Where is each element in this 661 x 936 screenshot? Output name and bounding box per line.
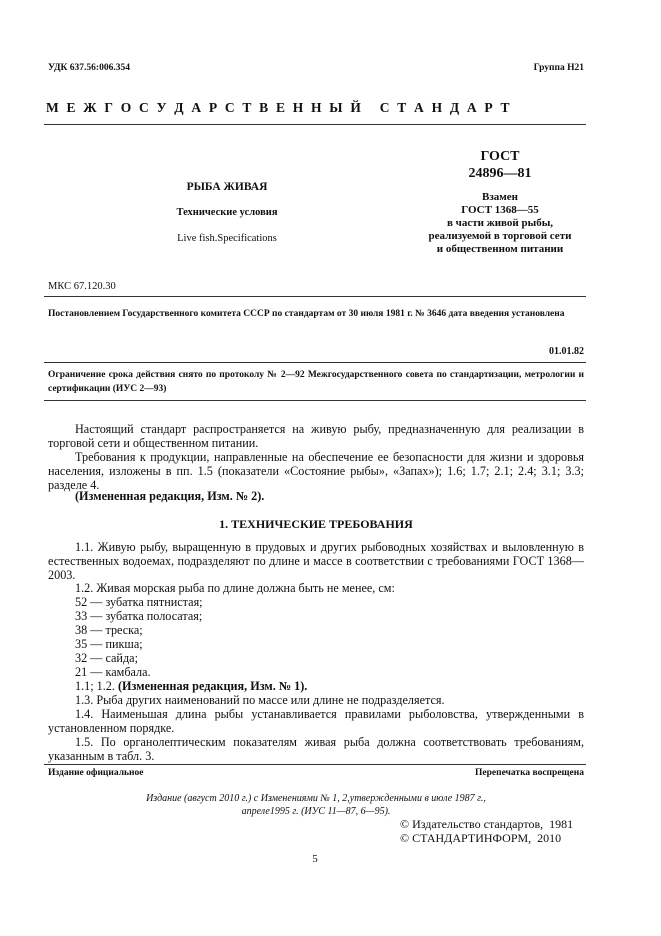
clause-1-1-1-2-revision [75, 680, 307, 694]
gost-label: ГОСТ [480, 149, 520, 164]
intro-paragraph-1: Настоящий стандарт распространяется на живую рыбу, предназначенную для реализации в торговой сети и общественном питании. [48, 422, 584, 450]
date-rule [44, 362, 586, 363]
list-item: 35 — пикша; [75, 637, 143, 651]
footer-rule [44, 764, 586, 765]
copyright-standartinform: © СТАНДАРТИНФОРМ, 2010 [400, 831, 562, 845]
mks-rule [44, 296, 586, 297]
revision-note: (Измененная редакция, Изм. № 1). [118, 679, 308, 693]
limitation-text: Ограничение срока действия снято по протоколу № 2—92 Межгосударственного совета по стандартизации, метрологии и сертификации (ИУС 2—93) [48, 370, 584, 394]
clause-1-4: 1.4. Наименьшая длина рыбы устанавливается правилами рыболовства, утвержденными в установленном порядке. [48, 707, 584, 735]
section-heading: 1. ТЕХНИЧЕСКИЕ ТРЕБОВАНИЯ [219, 517, 413, 531]
mks-code: МКС 67.120.30 [48, 281, 116, 292]
reprint-notice: Перепечатка воспрещена [474, 768, 584, 778]
clause-1-3: 1.3. Рыба других наименований по массе или длине не подразделяется. [75, 693, 445, 707]
decree-text: Постановлением Государственного комитета СССР по стандартам от 30 июля 1981 г. № 3646 дата введения установлена [48, 309, 565, 319]
limitation-rule [44, 400, 586, 401]
introduction-date: 01.01.82 [549, 346, 584, 357]
gost-number: 24896—81 [468, 166, 532, 181]
replaces-label: Взамен [482, 191, 518, 203]
revision-prefix: 1.1; 1.2. [75, 679, 118, 693]
replaces-line-1: в части живой рыбы, [446, 217, 554, 229]
intro-revision-note: (Измененная редакция, Изм. № 2). [75, 489, 265, 503]
udk-code: УДК 637.56:006.354 [48, 63, 130, 73]
list-item: 38 — треска; [75, 623, 143, 637]
page-number: 5 [312, 853, 318, 865]
edition-note-line-2: апреле1995 г. (ИУС 11—87, 6—95). [241, 806, 391, 817]
standard-banner: М Е Ж Г О С У Д А Р С Т В Е Н Н Ы Й С Т А Н Д А Р Т [46, 100, 512, 115]
clause-1-5: 1.5. По органолептическим показателям живая рыба должна соответствовать требованиям, указанным в табл. 3. [48, 735, 584, 763]
replaces-line-2: реализуемой в торговой сети [428, 230, 572, 242]
group-code: Группа Н21 [533, 63, 584, 73]
list-item: 33 — зубатка полосатая; [75, 609, 203, 623]
replaces-block [412, 191, 588, 256]
intro-paragraph-2: Требования к продукции, направленные на обеспечение ее безопасности для жизни и здоровья населения, изложены в пп. 1.5 (показатели «Состояние рыбы», «Запах»); 1.6; 1.7; 2.1; 2.4; 3.1; 3.3; разделе 4. [48, 450, 584, 492]
clause-1-1: 1.1. Живую рыбу, выращенную в прудовых и других рыбоводных хозяйствах и выловленную в естественных водоемах, подразделяют по длине и массе в соответствии с требованиями ГОСТ 1368—2003. [48, 540, 584, 582]
official-edition: Издание официальное [48, 768, 144, 778]
document-title: РЫБА ЖИВАЯ [186, 181, 268, 193]
document-subtitle: Технические условия [176, 207, 278, 218]
list-item: 32 — сайда; [75, 651, 138, 665]
list-item: 52 — зубатка пятнистая; [75, 595, 203, 609]
edition-note-line-1: Издание (август 2010 г.) с Изменениями № 1, 2,утвержденными в июле 1987 г., [146, 793, 486, 804]
copyright-publisher: © Издательство стандартов, 1981 [400, 817, 574, 831]
list-item: 21 — камбала. [75, 665, 151, 679]
english-title: Live fish.Specifications [177, 233, 277, 244]
replaces-line-3: и общественном питании [436, 243, 564, 255]
banner-rule [44, 124, 586, 125]
replaces-gost: ГОСТ 1368—55 [461, 204, 539, 216]
clause-1-2: 1.2. Живая морская рыба по длине должна быть не менее, см: [75, 581, 395, 595]
